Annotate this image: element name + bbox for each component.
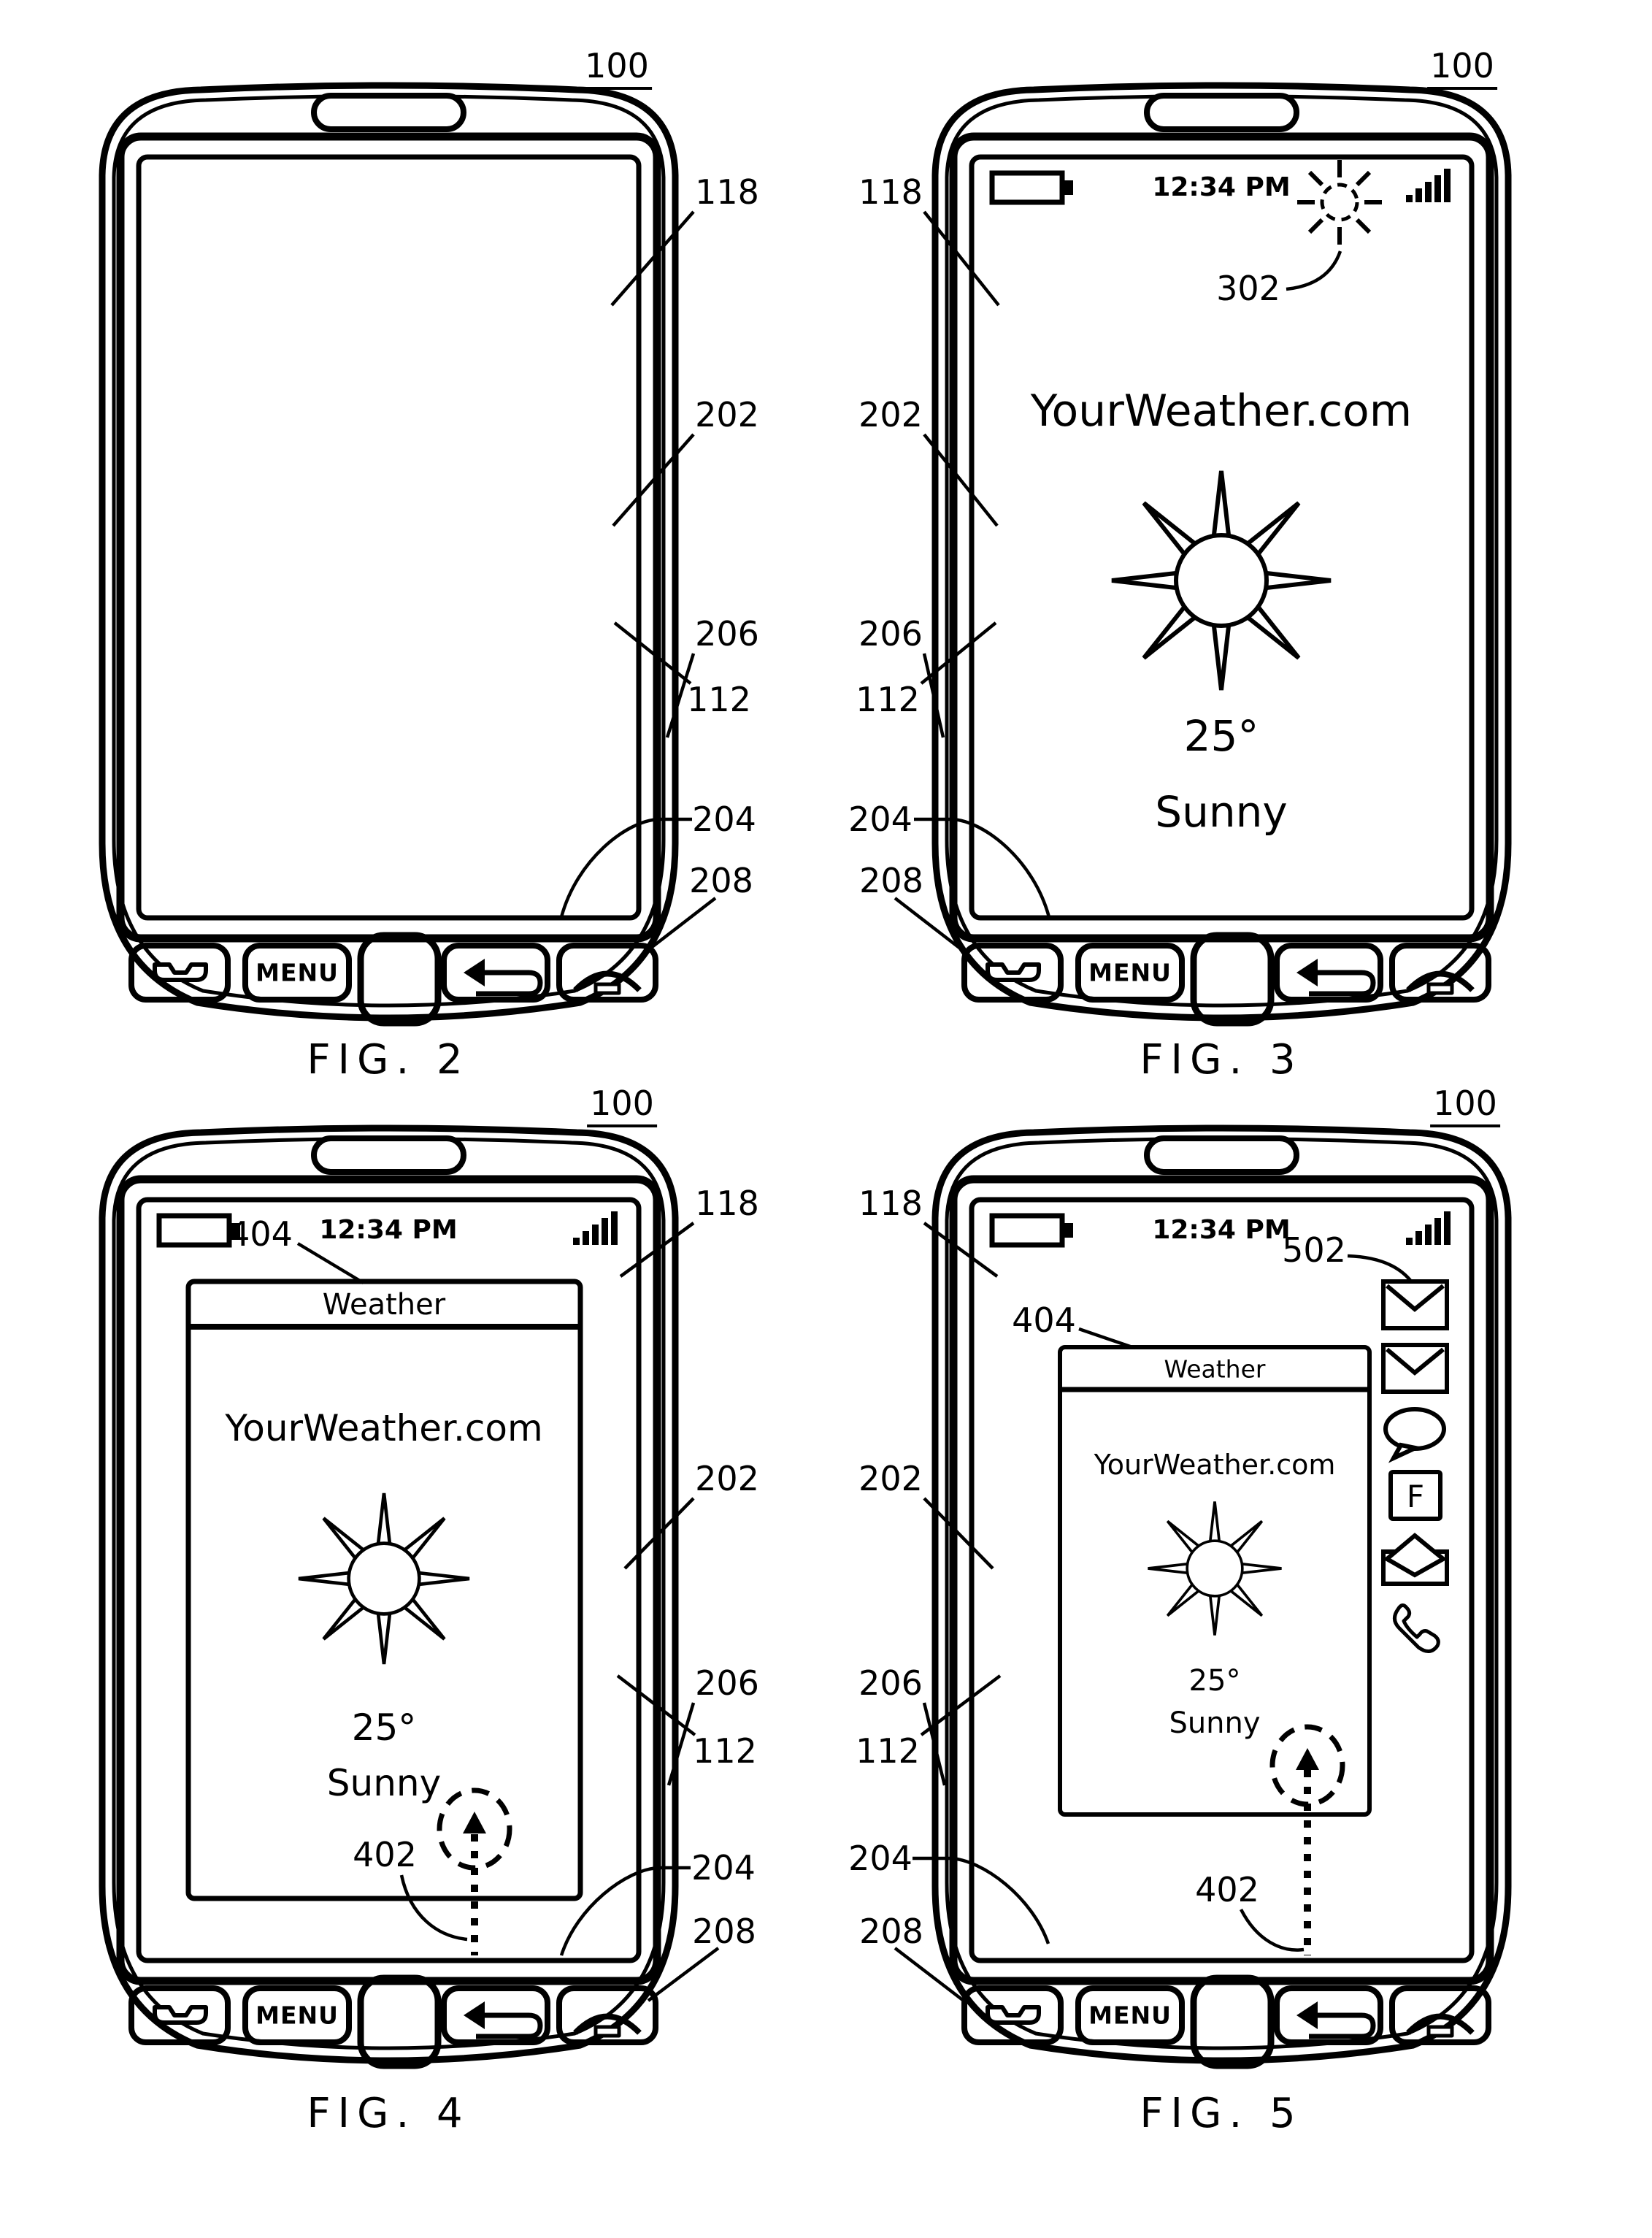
fig5-ref-display: 118: [858, 1184, 923, 1223]
fig2-ref-screen: 112: [687, 680, 751, 719]
weather-site-text: YourWeather.com: [225, 1407, 543, 1449]
loading-sun-icon: [1297, 160, 1382, 245]
temperature-text: 25°: [1183, 711, 1259, 761]
fig5-ref-window: 404: [1012, 1300, 1076, 1340]
fig5-ref-touchscreen: 202: [858, 1459, 923, 1498]
status-time: 12:34 PM: [319, 1215, 458, 1245]
fig3-caption: FIG. 3: [1140, 1036, 1303, 1084]
temperature-text: 25°: [1188, 1664, 1241, 1698]
battery-icon: [992, 1216, 1073, 1245]
signal-icon: [1406, 169, 1451, 202]
condition-text: Sunny: [326, 1762, 442, 1804]
fig5-ref-icon-bar: 502: [1282, 1230, 1346, 1270]
menu-key-label: MENU: [256, 958, 339, 987]
condition-text: Sunny: [1169, 1706, 1261, 1740]
temperature-text: 25°: [351, 1706, 417, 1749]
sun-icon: [299, 1493, 469, 1664]
fig3-ref-touchscreen: 202: [858, 395, 923, 434]
fig4-phone: [102, 1128, 718, 2066]
fig3-ref-display: 118: [858, 172, 923, 212]
fig2-ref-display: 118: [695, 172, 759, 212]
sun-icon: [1148, 1502, 1282, 1636]
status-time: 12:34 PM: [1152, 172, 1291, 202]
fig5-phone: [895, 1128, 1508, 2066]
fig5-ref-screen: 112: [856, 1731, 920, 1771]
weather-site-text: YourWeather.com: [1094, 1449, 1336, 1481]
fig2-ref-keys: 204: [692, 800, 756, 839]
fig2-phone: [102, 85, 715, 1023]
fig5-caption: FIG. 5: [1140, 2090, 1303, 2137]
fig4-device-ref: 100: [587, 1087, 657, 1127]
fig3-ref-end-key: 208: [859, 861, 923, 900]
fig4-ref-gesture: 402: [353, 1835, 417, 1874]
mail-icon: [1383, 1281, 1447, 1328]
fig5-device-ref: 100: [1430, 1087, 1500, 1127]
fig4-ref-display: 118: [695, 1184, 759, 1223]
sun-icon: [1112, 471, 1331, 690]
battery-icon: [992, 173, 1073, 202]
fig4-ref-window: 404: [228, 1214, 293, 1254]
fig5-ref-keys: 204: [848, 1839, 913, 1878]
fig3-ref-status-icon: 302: [1216, 269, 1280, 308]
fig3-phone: [895, 85, 1508, 1023]
signal-icon: [573, 1211, 618, 1245]
mail-icon: [1383, 1345, 1447, 1392]
signal-icon: [1406, 1211, 1451, 1245]
fig4-ref-end-key: 208: [692, 1912, 756, 1951]
fig5-ref-gesture: 402: [1195, 1870, 1259, 1909]
fig2-device-ref: 100: [582, 49, 652, 90]
fig2-ref-housing: 206: [695, 614, 759, 654]
menu-key-label: MENU: [1088, 958, 1172, 987]
phone-call-icon: [1394, 1605, 1438, 1651]
fig3-ref-housing: 206: [858, 614, 923, 654]
weather-window-title: Weather: [1164, 1354, 1266, 1384]
facebook-icon-label: F: [1406, 1479, 1425, 1514]
fig4-ref-keys: 204: [691, 1848, 756, 1888]
weather-site-text: YourWeather.com: [1030, 386, 1413, 437]
chat-icon: [1386, 1409, 1444, 1458]
fig4-caption: FIG. 4: [307, 2090, 470, 2137]
fig4-ref-screen: 112: [693, 1731, 757, 1771]
fig4-ref-housing: 206: [695, 1663, 759, 1703]
fig3-ref-screen: 112: [856, 680, 920, 719]
fig2-ref-end-key: 208: [689, 861, 753, 900]
fig5-ref-end-key: 208: [859, 1912, 923, 1951]
menu-key-label: MENU: [1088, 2001, 1172, 2030]
notification-icon-bar: [1383, 1281, 1447, 1652]
fig2-ref-touchscreen: 202: [695, 395, 759, 434]
fig3-ref-keys: 204: [848, 800, 913, 839]
open-mail-icon: [1383, 1536, 1447, 1584]
fig3-device-ref: 100: [1427, 49, 1497, 90]
fig2-caption: FIG. 2: [307, 1036, 470, 1084]
fig5-ref-housing: 206: [858, 1663, 923, 1703]
menu-key-label: MENU: [256, 2001, 339, 2030]
status-time: 12:34 PM: [1152, 1215, 1291, 1245]
condition-text: Sunny: [1155, 787, 1288, 837]
weather-window-title: Weather: [322, 1288, 446, 1322]
fig4-ref-touchscreen: 202: [695, 1459, 759, 1498]
